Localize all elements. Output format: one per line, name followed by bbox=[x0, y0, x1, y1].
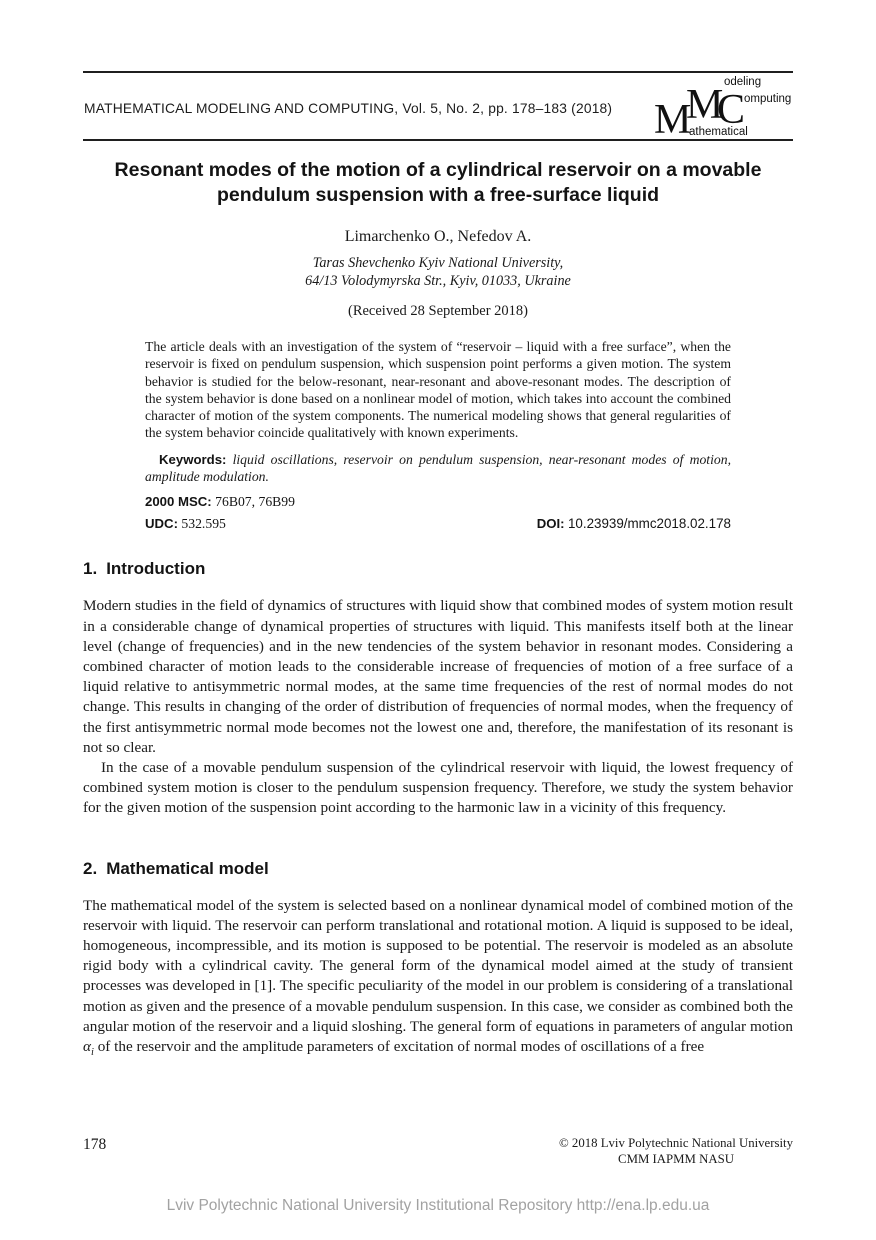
affiliation-line1: Taras Shevchenko Kyiv National University, bbox=[312, 255, 564, 271]
model-paragraph-1 bbox=[83, 896, 793, 1064]
journal-header-line: MATHEMATICAL MODELING AND COMPUTING, Vol. 5, No. 2, pp. 178–183 (2018) bbox=[84, 101, 613, 116]
copyright-line2: CMM IAPMM NASU bbox=[618, 1151, 734, 1166]
received-date-line: (Received 28 September 2018) bbox=[348, 303, 528, 319]
alpha-subscript: i bbox=[90, 1047, 94, 1059]
affiliation-line2: 64/13 Volodymyrska Str., Kyiv, 01033, Ukraine bbox=[305, 272, 571, 289]
doi-item bbox=[537, 516, 731, 532]
logo-letter-c-computing: C bbox=[717, 87, 746, 133]
section-1-title: Introduction bbox=[106, 559, 206, 579]
keywords-label: Keywords: bbox=[159, 451, 227, 467]
intro-paragraph-2: In the case of a movable pendulum suspension of the cylindrical reservoir with liquid, the lowest frequency of combined system motion is closer to the pendulum suspension frequency. Therefore, we study the system behavior for the given motion of the suspension point according to the harmonic law in a vicinity of this frequency. bbox=[83, 759, 793, 817]
article-body bbox=[83, 158, 793, 1063]
mmc-journal-logo bbox=[652, 73, 793, 143]
msc-label: 2000 MSC: bbox=[145, 494, 212, 510]
page-number: 178 bbox=[83, 1136, 107, 1153]
msc-codes: 76B07, 76B99 bbox=[215, 494, 295, 510]
abstract-text: The article deals with an investigation of the system of “reservoir – liquid with a free surface”, when the reservoir is fixed on pendulum suspension, which suspension point performs a given motion. The system behavior is studied for the below-resonant, near-resonant and above-resonant modes. The description of the system behavior is done based on a nonlinear model of motion, which takes into account the combined character of motion of the system components. The numerical modeling shows that general regularities of the system behavior coincide qualitatively with known experiments. bbox=[145, 339, 731, 441]
logo-word-computing: omputing bbox=[744, 93, 792, 105]
intro-paragraph-1: Modern studies in the field of dynamics of structures with liquid show that combined modes of system motion result in a considerable change of dynamical properties of structures with liquid. This manifests itself both at the linear level (change of frequencies) and in the new tendencies of the system behavior in resonant modes. Considering a combined character of motion leads to the considerable increase of frequencies of motion of a free surface of a liquid relative to antisymmetric normal modes, at the same time frequencies of the rest of normal modes do not change. This results in changing of the order of distribution of frequencies of normal modes, when the frequency of the first antisymmetric normal mode becomes not the lowest one and, therefore, the manifestation of its resonant is not so clear. bbox=[83, 597, 793, 756]
doi-value: 10.23939/mmc2018.02.178 bbox=[567, 516, 731, 532]
section-2-heading bbox=[83, 859, 793, 879]
keywords-text: liquid oscillations, reservoir on pendulum suspension, near-resonant modes of motion, amplitude modulation. bbox=[145, 451, 732, 485]
logo-word-modeling: odeling bbox=[724, 76, 762, 88]
section-2-title: Mathematical model bbox=[106, 858, 269, 878]
article-title-line1: Resonant modes of the motion of a cylindrical reservoir on a movable bbox=[114, 159, 762, 181]
article-title bbox=[83, 158, 793, 208]
article-title-line2: pendulum suspension with a free-surface liquid bbox=[216, 184, 660, 206]
udc-label: UDC: bbox=[145, 516, 178, 532]
doi-label: DOI: bbox=[536, 516, 565, 532]
copyright-block bbox=[559, 1136, 793, 1167]
abstract-block bbox=[145, 338, 731, 532]
alpha-i-symbol bbox=[83, 1038, 94, 1059]
copyright-line1: © 2018 Lviv Polytechnic National University bbox=[559, 1136, 793, 1150]
model-paragraph-text-a: The mathematical model of the system is selected based on a nonlinear dynamical model of combined motion of the reservoir with liquid. The reservoir can perform translational and rotational motion. A liquid is supposed to be ideal, homogeneous, incompressible, and its motion is supposed to be potential. The reservoir is modeled as an absolute rigid body with a cylindrical cavity. The general form of the dynamical model aimed at the study of transient processes was developed in [1]. The specific peculiarity of the model in our problem is considering of a translational motion as given and the presence of a movable pendulum suspension. In this case, we consider as combined both the angular motion of the reservoir and a liquid sloshing. The general form of equations in parameters of angular motion bbox=[83, 896, 793, 1035]
udc-doi-row bbox=[145, 516, 731, 532]
affiliation-block bbox=[83, 255, 793, 290]
udc-value: 532.595 bbox=[181, 516, 226, 532]
model-paragraph-text-b: of the reservoir and the amplitude parameters of excitation of normal modes of oscillations of a free bbox=[93, 1038, 705, 1056]
page-footer bbox=[83, 1136, 793, 1167]
repository-banner: Lviv Polytechnic National University Institutional Repository http://ena.lp.edu.ua bbox=[166, 1197, 710, 1214]
authors-line: Limarchenko O., Nefedov A. bbox=[344, 228, 532, 245]
logo-word-mathematical: athematical bbox=[689, 126, 748, 138]
alpha-glyph: α bbox=[83, 1038, 91, 1056]
logo-letter-m-mathematical: M bbox=[654, 97, 692, 143]
section-2-number: 2. bbox=[83, 858, 98, 878]
udc-item bbox=[145, 516, 226, 532]
logo-letter-m-modeling: M bbox=[686, 82, 724, 128]
msc-line bbox=[145, 494, 731, 510]
section-1-number: 1. bbox=[83, 559, 98, 579]
keywords-paragraph bbox=[145, 451, 731, 486]
section-1-heading bbox=[83, 559, 793, 579]
